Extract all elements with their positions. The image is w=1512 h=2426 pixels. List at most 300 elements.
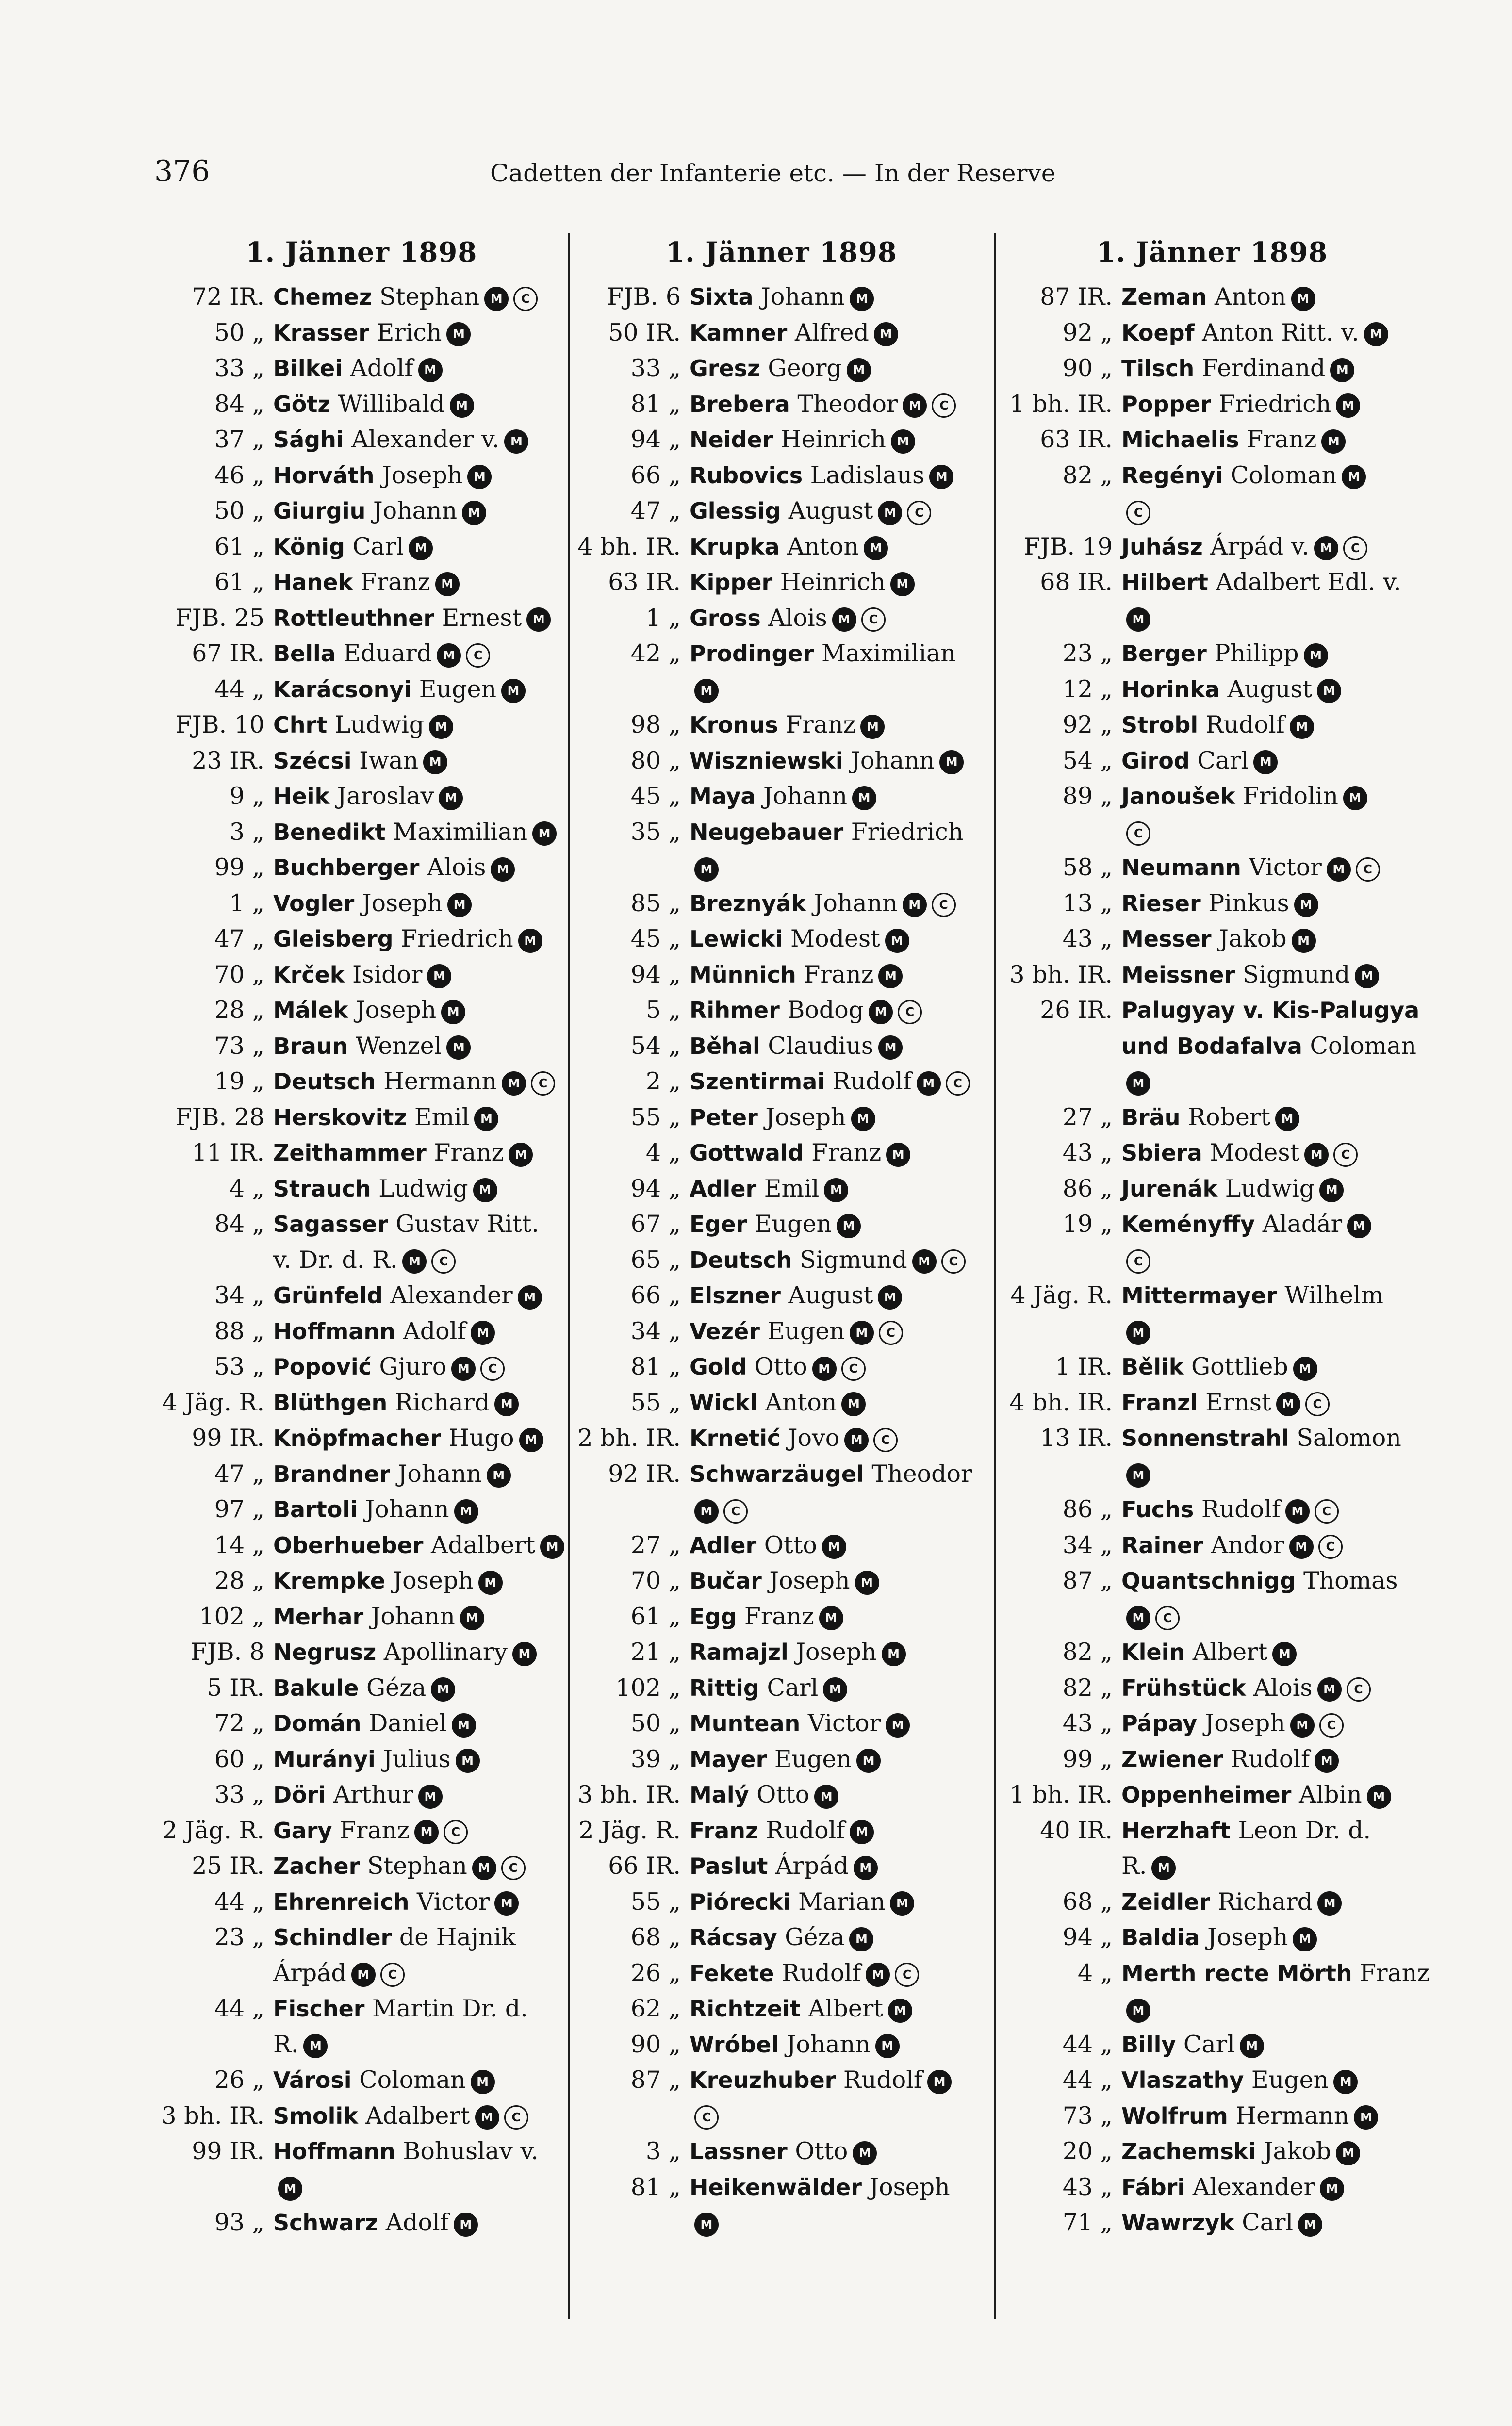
given-name: August bbox=[1219, 675, 1313, 703]
list-entry bbox=[576, 814, 986, 850]
cadet-name bbox=[1121, 1563, 1416, 1599]
given-name: Martin Dr. d. bbox=[364, 1995, 528, 2022]
cadet-name bbox=[1121, 921, 1416, 957]
surname: Szentirmai bbox=[690, 1068, 825, 1095]
regiment: 33 „ bbox=[214, 354, 264, 382]
list-entry bbox=[576, 1848, 986, 1884]
list-entry bbox=[576, 1991, 986, 2027]
merit-medal-badge: M bbox=[1275, 1107, 1299, 1131]
regiment: 4 bh. IR. bbox=[577, 532, 681, 560]
list-entry bbox=[160, 1599, 563, 1635]
regiment: 70 „ bbox=[214, 960, 264, 988]
list-entry bbox=[1008, 315, 1416, 351]
list-entry bbox=[1008, 1634, 1416, 1670]
merit-medal-badge: M bbox=[853, 2141, 877, 2165]
given-name: Emil bbox=[407, 1103, 470, 1131]
regiment: 2 Jäg. R. bbox=[162, 1816, 264, 1844]
cadet-name bbox=[273, 1848, 563, 1884]
c-mark-badge: C bbox=[1356, 857, 1380, 882]
surname: und Bodafalva bbox=[1121, 1033, 1302, 1059]
cadet-name bbox=[1121, 493, 1416, 529]
regiment: 80 „ bbox=[630, 746, 681, 774]
merit-medal-badge: M bbox=[837, 1214, 861, 1238]
given-name: Jovo bbox=[780, 1424, 840, 1452]
list-entry bbox=[1008, 1492, 1416, 1527]
regiment bbox=[576, 2205, 690, 2241]
surname: Városi bbox=[273, 2067, 352, 2093]
merit-medal-badge: M bbox=[850, 1820, 874, 1844]
cadet-name bbox=[690, 778, 986, 814]
entry-list bbox=[576, 279, 986, 2241]
list-entry bbox=[1008, 600, 1416, 636]
regiment: 13 IR. bbox=[1040, 1424, 1113, 1452]
column-3 bbox=[1008, 233, 1430, 2241]
cadet-name bbox=[690, 1064, 986, 1099]
cadet-name bbox=[1121, 814, 1416, 850]
list-entry bbox=[576, 1670, 986, 1706]
merit-medal-badge: M bbox=[891, 429, 915, 454]
cadet-name bbox=[273, 422, 563, 458]
surname: Palugyay v. Kis-Palugya bbox=[1121, 997, 1420, 1023]
cadet-name bbox=[690, 529, 986, 565]
given-name: Otto bbox=[756, 1531, 817, 1559]
merit-medal-badge: M bbox=[890, 1891, 914, 1916]
cadet-name bbox=[1121, 1492, 1416, 1527]
cadet-name bbox=[690, 1278, 986, 1313]
regiment: 82 „ bbox=[1062, 1638, 1113, 1666]
surname: Glessig bbox=[690, 498, 781, 524]
merit-medal-badge: M bbox=[866, 1963, 890, 1987]
regiment: 50 „ bbox=[214, 497, 264, 525]
merit-medal-badge: M bbox=[1126, 1321, 1150, 1345]
merit-medal-badge: M bbox=[1294, 893, 1318, 917]
merit-medal-badge: M bbox=[414, 1820, 439, 1844]
given-name: Erich bbox=[369, 318, 442, 346]
list-entry bbox=[576, 1919, 986, 1955]
given-name: Anton Ritt. v. bbox=[1194, 318, 1359, 346]
given-name: Alexander v. bbox=[344, 426, 500, 453]
surname: Gottwald bbox=[690, 1140, 804, 1166]
list-entry bbox=[160, 1955, 563, 1991]
c-mark-badge: C bbox=[531, 1071, 555, 1096]
cadet-name bbox=[273, 1670, 563, 1706]
given-name: Johann bbox=[753, 283, 845, 311]
given-name: Richard bbox=[1210, 1887, 1313, 1916]
surname: Schwarz bbox=[273, 2210, 378, 2236]
given-name: Iwan bbox=[351, 746, 419, 774]
regiment: 4 „ bbox=[1077, 1959, 1113, 1987]
cadet-name bbox=[690, 422, 986, 458]
given-name: Eugen bbox=[1244, 2066, 1329, 2094]
surname: Malý bbox=[690, 1782, 749, 1808]
given-name: Claudius bbox=[760, 1032, 874, 1060]
list-entry bbox=[160, 350, 563, 386]
list-entry bbox=[1008, 1206, 1416, 1242]
regiment: 44 „ bbox=[1062, 2030, 1113, 2058]
list-entry bbox=[160, 1313, 563, 1349]
regiment: 61 „ bbox=[214, 532, 264, 560]
merit-medal-badge: M bbox=[540, 1535, 564, 1559]
cadet-name bbox=[273, 1705, 563, 1741]
list-entry bbox=[1008, 529, 1416, 565]
given-name: Jakob bbox=[1256, 2137, 1331, 2165]
merit-medal-badge: M bbox=[473, 1178, 497, 1202]
list-entry bbox=[1008, 279, 1416, 315]
surname: Gross bbox=[690, 605, 761, 631]
surname: Herskovitz bbox=[273, 1104, 407, 1131]
list-entry bbox=[160, 1206, 563, 1242]
regiment: 84 „ bbox=[214, 390, 264, 418]
cadet-name bbox=[1121, 1599, 1416, 1635]
given-name: Franz bbox=[1239, 426, 1317, 453]
surname: Neider bbox=[690, 426, 773, 453]
regiment: 94 „ bbox=[630, 960, 681, 988]
given-name: Joseph bbox=[354, 889, 443, 917]
cadet-name bbox=[1121, 672, 1416, 707]
list-entry bbox=[160, 1563, 563, 1599]
list-entry bbox=[1008, 1064, 1416, 1099]
given-name: Coloman bbox=[1302, 1032, 1416, 1060]
list-entry bbox=[160, 921, 563, 957]
given-name: Adolf bbox=[378, 2209, 449, 2236]
list-entry bbox=[160, 672, 563, 707]
list-entry bbox=[576, 992, 986, 1028]
merit-medal-badge: M bbox=[446, 1035, 471, 1060]
given-name: Robert bbox=[1180, 1103, 1270, 1131]
cadet-name bbox=[273, 957, 563, 993]
list-entry bbox=[1008, 1135, 1416, 1171]
merit-medal-badge: M bbox=[1126, 607, 1150, 632]
regiment: 81 „ bbox=[630, 2173, 681, 2201]
regiment: 26 „ bbox=[214, 2066, 264, 2094]
given-name: Franz bbox=[353, 568, 430, 596]
regiment: 33 „ bbox=[214, 1781, 264, 1808]
regiment: FJB. 6 bbox=[607, 283, 681, 311]
merit-medal-badge: M bbox=[1253, 750, 1278, 774]
cadet-name bbox=[690, 1884, 986, 1920]
cadet-name bbox=[690, 1206, 986, 1242]
surname: Zacher bbox=[273, 1853, 360, 1879]
surname: Horváth bbox=[273, 462, 375, 489]
cadet-name bbox=[690, 707, 986, 743]
regiment: 47 „ bbox=[214, 925, 264, 952]
given-name: Johann bbox=[357, 1495, 449, 1523]
regiment: 42 „ bbox=[630, 639, 681, 667]
merit-medal-badge: M bbox=[1355, 964, 1379, 988]
list-entry bbox=[1008, 1385, 1416, 1421]
surname: Döri bbox=[273, 1782, 326, 1808]
list-entry bbox=[160, 1527, 563, 1563]
list-entry bbox=[160, 2169, 563, 2205]
surname: Krček bbox=[273, 961, 345, 988]
regiment: 66 „ bbox=[630, 461, 681, 489]
surname: Rainer bbox=[1121, 1532, 1203, 1558]
regiment: 34 „ bbox=[630, 1317, 681, 1345]
merit-medal-badge: M bbox=[888, 1999, 912, 2023]
given-name: Ernst bbox=[1198, 1388, 1271, 1416]
list-entry bbox=[576, 1420, 986, 1456]
merit-medal-badge: M bbox=[822, 1535, 846, 1559]
regiment: 45 „ bbox=[630, 782, 681, 810]
cadet-name bbox=[690, 636, 986, 672]
c-mark-badge: C bbox=[380, 1963, 405, 1987]
regiment: 99 „ bbox=[1062, 1745, 1113, 1773]
regiment: 3 „ bbox=[229, 818, 264, 846]
surname: Berger bbox=[1121, 640, 1207, 667]
surname: Jurenák bbox=[1121, 1175, 1218, 1202]
regiment: 86 „ bbox=[1062, 1174, 1113, 1202]
surname: Chemez bbox=[273, 284, 372, 310]
given-name: Carl bbox=[759, 1673, 819, 1702]
merit-medal-badge: M bbox=[1290, 1713, 1315, 1738]
merit-medal-badge: M bbox=[423, 750, 447, 774]
c-mark-badge: C bbox=[466, 643, 490, 668]
regiment bbox=[1008, 600, 1121, 636]
regiment: 81 „ bbox=[630, 1353, 681, 1380]
surname: Zeman bbox=[1121, 284, 1207, 310]
merit-medal-badge: M bbox=[1317, 1891, 1342, 1916]
given-name: Johann bbox=[390, 1459, 482, 1488]
surname: Egg bbox=[690, 1603, 737, 1630]
regiment: 4 „ bbox=[645, 1139, 681, 1166]
regiment: 21 „ bbox=[630, 1638, 681, 1666]
surname: Billy bbox=[1121, 2031, 1176, 2058]
given-name: Friedrich bbox=[843, 818, 964, 846]
list-entry bbox=[160, 1028, 563, 1064]
given-name: Sigmund bbox=[792, 1246, 907, 1274]
given-name: R. bbox=[273, 2030, 299, 2058]
cadet-name bbox=[273, 2027, 563, 2063]
c-mark-badge: C bbox=[1347, 1677, 1371, 1702]
c-mark-badge: C bbox=[1126, 501, 1150, 525]
list-entry bbox=[160, 885, 563, 921]
regiment: 1 „ bbox=[645, 604, 681, 632]
given-name: Jakob bbox=[1211, 925, 1287, 952]
surname: Prodinger bbox=[690, 640, 814, 667]
surname: Hoffmann bbox=[273, 1318, 395, 1344]
cadet-name bbox=[273, 458, 563, 493]
list-entry bbox=[160, 1848, 563, 1884]
merit-medal-badge: M bbox=[694, 1499, 719, 1524]
list-entry bbox=[576, 1563, 986, 1599]
list-entry bbox=[576, 564, 986, 600]
surname: Oppenheimer bbox=[1121, 1782, 1292, 1808]
list-entry bbox=[160, 1064, 563, 1099]
cadet-name bbox=[1121, 1777, 1416, 1813]
list-entry bbox=[160, 814, 563, 850]
surname: Knöpfmacher bbox=[273, 1425, 441, 1451]
regiment: 72 „ bbox=[214, 1709, 264, 1737]
regiment: FJB. 8 bbox=[191, 1638, 264, 1666]
cadet-name bbox=[1121, 1741, 1416, 1777]
list-entry bbox=[160, 992, 563, 1028]
cadet-name bbox=[690, 1705, 986, 1741]
surname: Pápay bbox=[1121, 1710, 1198, 1737]
regiment: 85 „ bbox=[630, 889, 681, 917]
merit-medal-badge: M bbox=[1293, 1927, 1317, 1951]
list-entry bbox=[160, 2205, 563, 2241]
given-name: Modest bbox=[1202, 1139, 1300, 1166]
merit-medal-badge: M bbox=[518, 1285, 542, 1310]
cadet-name bbox=[1121, 1206, 1416, 1242]
cadet-name bbox=[1121, 1670, 1416, 1706]
merit-medal-badge: M bbox=[694, 857, 719, 882]
regiment: 39 „ bbox=[630, 1745, 681, 1773]
regiment: 35 „ bbox=[630, 818, 681, 846]
regiment: 98 „ bbox=[630, 711, 681, 738]
regiment: 19 „ bbox=[214, 1067, 264, 1095]
surname: Gold bbox=[690, 1354, 747, 1380]
surname: Oberhueber bbox=[273, 1532, 424, 1558]
cadet-name bbox=[273, 1884, 563, 1920]
regiment: 60 „ bbox=[214, 1745, 264, 1773]
surname: Bakule bbox=[273, 1674, 359, 1701]
list-entry bbox=[1008, 1813, 1416, 1849]
cadet-name bbox=[1121, 1884, 1416, 1920]
merit-medal-badge: M bbox=[824, 1178, 848, 1202]
cadet-name bbox=[1121, 1385, 1416, 1421]
surname: Negrusz bbox=[273, 1639, 377, 1665]
merit-medal-badge: M bbox=[484, 287, 509, 311]
surname: Deutsch bbox=[273, 1068, 376, 1095]
given-name: Albert bbox=[1185, 1638, 1268, 1666]
cadet-name bbox=[273, 493, 563, 529]
cadet-name bbox=[690, 1599, 986, 1635]
regiment: 12 „ bbox=[1062, 675, 1113, 703]
given-name: Apollinary bbox=[376, 1638, 508, 1666]
regiment: 23 IR. bbox=[192, 746, 264, 774]
regiment bbox=[576, 672, 690, 707]
merit-medal-badge: M bbox=[509, 1143, 533, 1167]
merit-medal-badge: M bbox=[303, 2034, 328, 2058]
list-entry bbox=[576, 850, 986, 885]
given-name: Joseph bbox=[757, 1103, 846, 1131]
merit-medal-badge: M bbox=[1240, 2034, 1264, 2058]
surname: Giurgiu bbox=[273, 498, 366, 524]
given-name: Coloman bbox=[351, 2066, 466, 2094]
surname: Eger bbox=[690, 1211, 747, 1237]
merit-medal-badge: M bbox=[1364, 322, 1388, 346]
cadet-name bbox=[690, 1527, 986, 1563]
cadet-name bbox=[273, 1456, 563, 1492]
given-name: de Hajnik bbox=[392, 1923, 516, 1951]
cadet-name bbox=[690, 1349, 986, 1385]
surname: Maya bbox=[690, 783, 756, 809]
regiment: 4 Jäg. R. bbox=[1010, 1281, 1113, 1309]
list-entry bbox=[576, 1884, 986, 1920]
regiment bbox=[576, 2098, 690, 2134]
merit-medal-badge: M bbox=[1342, 465, 1366, 489]
regiment: 47 „ bbox=[214, 1459, 264, 1488]
merit-medal-badge: M bbox=[1320, 2177, 1344, 2201]
list-entry bbox=[1008, 1420, 1416, 1456]
c-mark-badge: C bbox=[1315, 1499, 1339, 1524]
cadet-name bbox=[273, 2133, 563, 2169]
cadet-name bbox=[690, 1385, 986, 1421]
surname: Rittig bbox=[690, 1674, 759, 1701]
given-name: Gustav Ritt. bbox=[388, 1210, 539, 1238]
given-name: Heinrich bbox=[773, 426, 886, 453]
merit-medal-badge: M bbox=[1126, 1606, 1150, 1630]
cadet-name bbox=[273, 850, 563, 885]
surname: Elszner bbox=[690, 1282, 781, 1309]
regiment: 4 bh. IR. bbox=[1009, 1388, 1113, 1416]
cadet-name bbox=[273, 1242, 563, 1278]
cadet-name bbox=[690, 1135, 986, 1171]
merit-medal-badge: M bbox=[886, 1713, 910, 1738]
list-entry bbox=[576, 279, 986, 315]
given-name: Johann bbox=[363, 1602, 455, 1630]
c-mark-badge: C bbox=[1126, 821, 1150, 846]
cadet-name bbox=[273, 921, 563, 957]
regiment: 1 bh. IR. bbox=[1009, 390, 1113, 418]
surname: Vezér bbox=[690, 1318, 760, 1344]
cadet-name bbox=[1121, 707, 1416, 743]
entry-list bbox=[1008, 279, 1430, 2241]
merit-medal-badge: M bbox=[1151, 1856, 1176, 1880]
cadet-name bbox=[273, 1278, 563, 1313]
cadet-name bbox=[690, 2169, 986, 2205]
cadet-name bbox=[690, 1670, 986, 1706]
merit-medal-badge: M bbox=[512, 1642, 537, 1666]
cadet-name bbox=[273, 529, 563, 565]
list-entry bbox=[160, 1242, 563, 1278]
c-mark-badge: C bbox=[873, 1428, 898, 1452]
surname: Karácsonyi bbox=[273, 676, 412, 703]
cadet-name bbox=[273, 279, 563, 315]
c-mark-badge: C bbox=[513, 287, 538, 311]
given-name: Anton bbox=[757, 1388, 837, 1416]
regiment bbox=[1008, 1028, 1121, 1064]
list-entry bbox=[160, 1884, 563, 1920]
regiment: 88 „ bbox=[214, 1317, 264, 1345]
given-name: Theodor bbox=[789, 390, 898, 418]
merit-medal-badge: M bbox=[1285, 1499, 1310, 1524]
list-entry bbox=[160, 1099, 563, 1135]
regiment: 84 „ bbox=[214, 1210, 264, 1238]
given-name: Adalbert bbox=[358, 2101, 470, 2130]
cadet-name bbox=[273, 885, 563, 921]
given-name: Johann bbox=[806, 889, 898, 917]
entry-list bbox=[160, 279, 563, 2241]
list-entry bbox=[1008, 1848, 1416, 1884]
regiment: 27 „ bbox=[630, 1531, 681, 1559]
regiment: 44 „ bbox=[1062, 2066, 1113, 2094]
regiment: 3 bh. IR. bbox=[161, 2101, 264, 2130]
cadet-name bbox=[1121, 885, 1416, 921]
regiment: FJB. 19 bbox=[1023, 532, 1113, 560]
regiment: 99 „ bbox=[214, 853, 264, 881]
regiment: 11 IR. bbox=[192, 1139, 264, 1166]
merit-medal-badge: M bbox=[1126, 1999, 1150, 2023]
given-name: Eugen bbox=[747, 1210, 832, 1238]
regiment: 3 bh. IR. bbox=[577, 1781, 681, 1808]
merit-medal-badge: M bbox=[472, 1856, 496, 1880]
c-mark-badge: C bbox=[1333, 1143, 1358, 1167]
merit-medal-badge: M bbox=[855, 1571, 879, 1595]
merit-medal-badge: M bbox=[456, 1749, 480, 1773]
given-name: Gjuro bbox=[371, 1353, 447, 1380]
list-entry bbox=[160, 1349, 563, 1385]
list-entry bbox=[160, 493, 563, 529]
list-entry bbox=[1008, 1099, 1416, 1135]
merit-medal-badge: M bbox=[694, 679, 719, 703]
merit-medal-badge: M bbox=[504, 429, 528, 454]
regiment: 67 „ bbox=[630, 1210, 681, 1238]
surname: Krnetić bbox=[690, 1425, 781, 1451]
list-entry bbox=[160, 386, 563, 422]
cadet-name bbox=[1121, 1171, 1416, 1207]
